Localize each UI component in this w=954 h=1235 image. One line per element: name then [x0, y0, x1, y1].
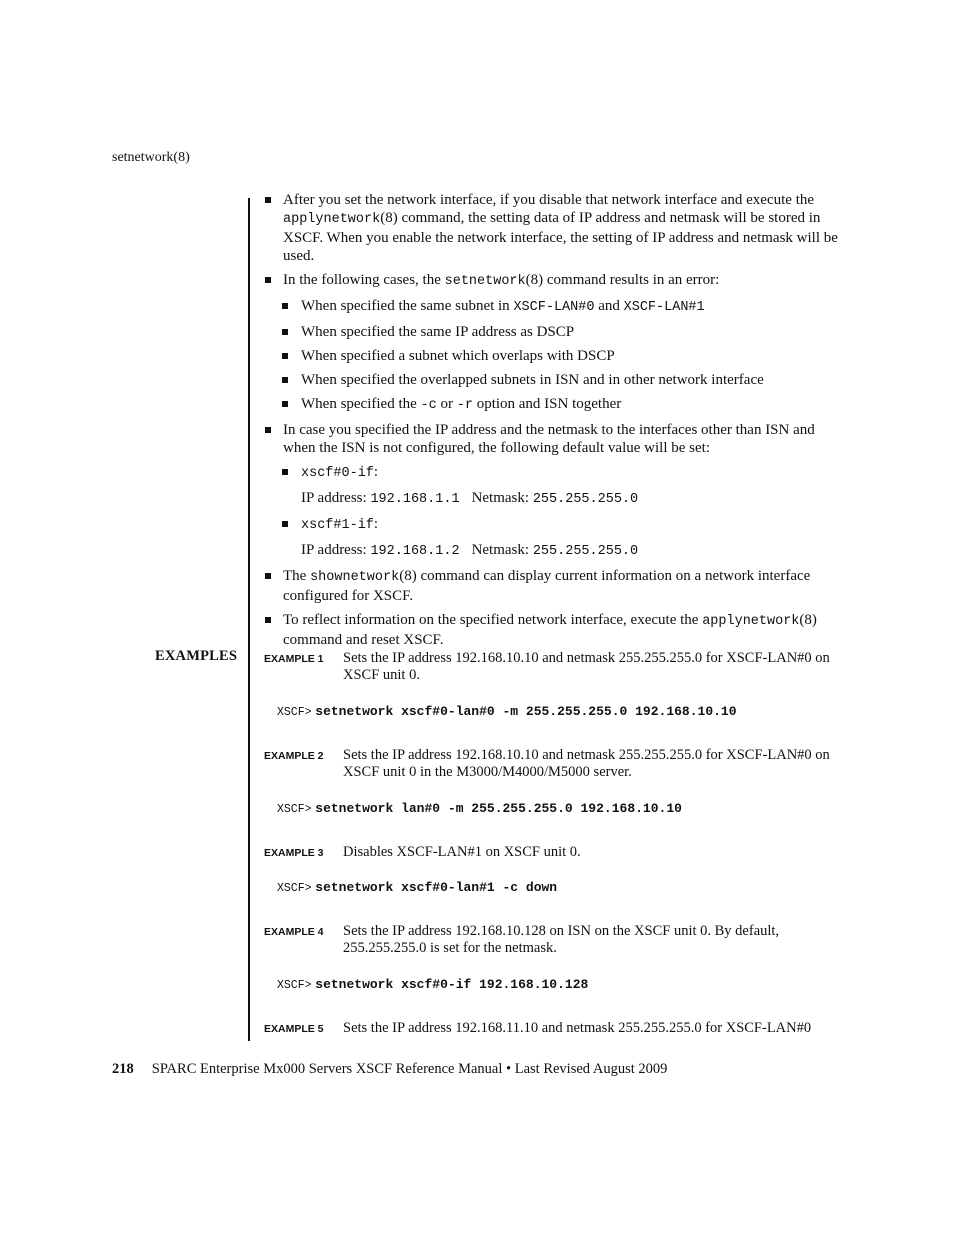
example-description: Sets the IP address 192.168.10.10 and netmask 255.255.255.0 for XSCF-LAN#0 on XSCF unit 0 in the M3000/M4000/M5000 server.: [343, 747, 830, 780]
note-item: In the following cases, the setnetwork(8) command results in an error:: [263, 271, 843, 291]
command-name: shownetwork: [310, 570, 400, 585]
note-item: The shownetwork(8) command can display current information on a network interface configured for XSCF.: [263, 567, 843, 605]
running-header: setnetwork(8): [112, 150, 190, 165]
sub-note-item: When specified a subnet which overlaps with DSCP: [263, 347, 843, 365]
command-name: applynetwork: [702, 614, 800, 629]
default-address-line: IP address: 192.168.1.2 Netmask: 255.255.255.0: [301, 542, 639, 559]
section-heading-examples: EXAMPLES: [155, 648, 238, 664]
bullet-square-icon: [282, 303, 288, 309]
bullet-square-icon: [265, 617, 271, 623]
example-description: Disables XSCF-LAN#1 on XSCF unit 0.: [343, 844, 581, 860]
bullet-square-icon: [282, 469, 288, 475]
sub-note-item: When specified the -c or -r option and ISN together: [263, 395, 843, 415]
bullet-square-icon: [282, 401, 288, 407]
command-line: setnetwork lan#0 -m 255.255.255.0 192.168.10.10: [315, 801, 682, 816]
command-line: setnetwork xscf#0-lan#0 -m 255.255.255.0 192.168.10.10: [315, 704, 737, 719]
page-footer: [112, 1061, 667, 1078]
bullet-square-icon: [282, 329, 288, 335]
note-item: In case you specified the IP address and the netmask to the interfaces other than ISN and when the ISN is not configured, the following default value will be set:: [263, 421, 843, 457]
example-description: Sets the IP address 192.168.11.10 and netmask 255.255.255.0 for XSCF-LAN#0: [343, 1020, 812, 1036]
footer-text: SPARC Enterprise Mx000 Servers XSCF Reference Manual • Last Revised August 2009: [151, 1061, 668, 1077]
note-item: To reflect information on the specified network interface, execute the applynetwork(8) command and reset XSCF.: [263, 611, 843, 649]
command-line: setnetwork xscf#0-if 192.168.10.128: [315, 977, 589, 992]
command-line: setnetwork xscf#0-lan#1 -c down: [315, 880, 558, 895]
shell-prompt: XSCF>: [277, 882, 312, 895]
example-label: EXAMPLE 1: [264, 653, 324, 665]
notes-list: [263, 191, 843, 655]
change-bar: [248, 198, 250, 1041]
code-sample: [277, 703, 737, 720]
bullet-square-icon: [282, 521, 288, 527]
example-description: Sets the IP address 192.168.10.10 and netmask 255.255.255.0 for XSCF-LAN#0 on XSCF unit 0.: [343, 650, 830, 683]
default-address-line: IP address: 192.168.1.1 Netmask: 255.255.255.0: [301, 490, 639, 507]
command-name: setnetwork: [444, 274, 526, 289]
code-sample: [277, 800, 682, 817]
sub-note-item: When specified the same subnet in XSCF-LAN#0 and XSCF-LAN#1: [263, 297, 843, 317]
bullet-square-icon: [265, 197, 271, 203]
example-label: EXAMPLE 3: [264, 847, 324, 859]
command-name: applynetwork: [283, 212, 381, 227]
sub-note-item: When specified the same IP address as DSCP: [263, 323, 843, 341]
example-description: Sets the IP address 192.168.10.128 on ISN on the XSCF unit 0. By default, 255.255.255.0 is set for the netmask.: [343, 923, 780, 956]
sub-note-item: xscf#1-if:: [263, 515, 843, 535]
bullet-square-icon: [282, 377, 288, 383]
bullet-square-icon: [265, 277, 271, 283]
bullet-square-icon: [265, 427, 271, 433]
example-label: EXAMPLE 4: [264, 926, 324, 938]
note-item: After you set the network interface, if you disable that network interface and execute the applynetwork(8) command, the setting data of IP address and netmask will be stored in XSCF. When you enable the network interface, the setting of IP address and netmask will be used.: [263, 191, 843, 265]
page-number: 218: [112, 1061, 134, 1077]
bullet-square-icon: [265, 573, 271, 579]
shell-prompt: XSCF>: [277, 706, 312, 719]
code-sample: [277, 976, 588, 993]
example-label: EXAMPLE 2: [264, 750, 324, 762]
shell-prompt: XSCF>: [277, 979, 312, 992]
sub-note-item: xscf#0-if:: [263, 463, 843, 483]
interface-name: xscf#1-if: [301, 518, 374, 533]
interface-name: xscf#0-if: [301, 466, 374, 481]
bullet-square-icon: [282, 353, 288, 359]
sub-note-item: When specified the overlapped subnets in ISN and in other network interface: [263, 371, 843, 389]
code-sample: [277, 879, 557, 896]
example-label: EXAMPLE 5: [264, 1023, 324, 1035]
shell-prompt: XSCF>: [277, 803, 312, 816]
